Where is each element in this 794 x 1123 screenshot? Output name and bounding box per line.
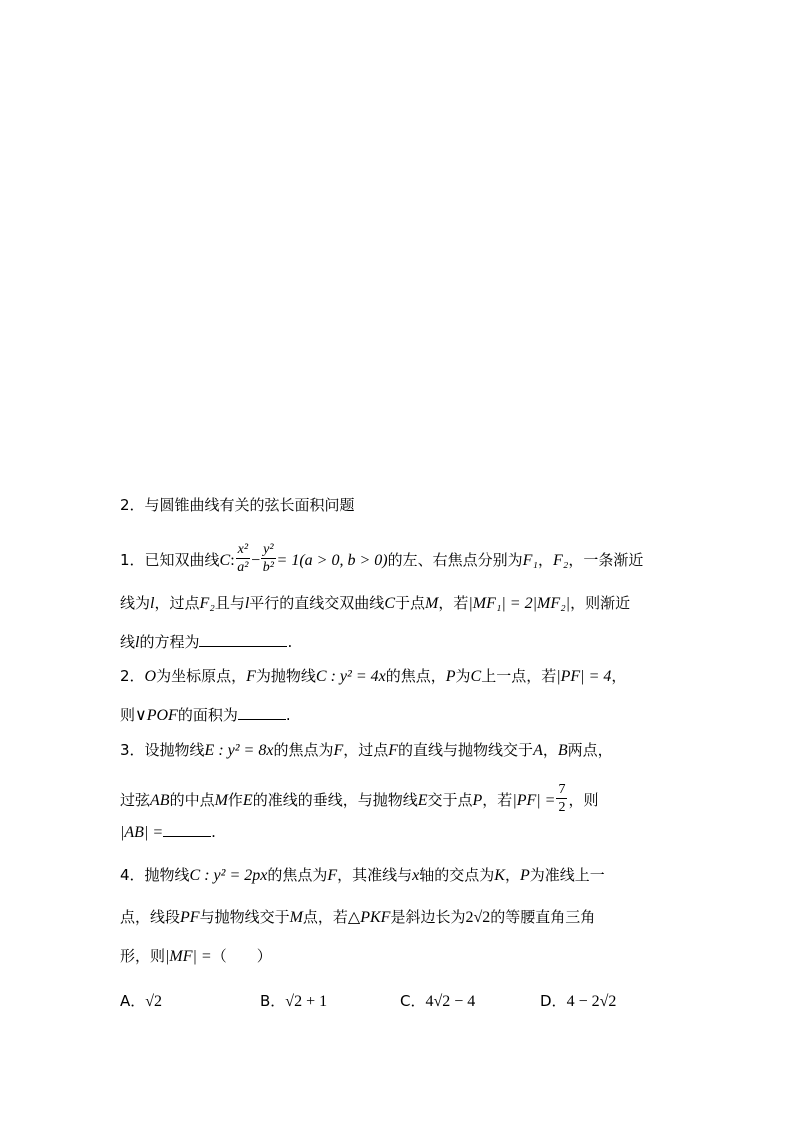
q3-ab: AB	[150, 792, 170, 809]
q2-curve: C : y² = 4x	[315, 668, 386, 685]
q3-l2-g: ，则	[568, 791, 599, 809]
q1-minus: −	[251, 552, 261, 569]
q1-comma: ，	[537, 551, 553, 569]
q3-curve: E : y² = 8x	[204, 742, 274, 759]
section-title	[120, 495, 355, 515]
q1-f1: F₁	[522, 552, 538, 569]
q2-l2-end: .	[285, 706, 291, 724]
question-4-line-2	[120, 907, 595, 928]
q4-g: 为准线上一	[529, 866, 605, 884]
question-3-line-1	[120, 740, 613, 761]
option-b[interactable]	[260, 990, 327, 1011]
q1-frac1-num: x²	[237, 542, 249, 557]
question-4-line-1	[120, 865, 605, 886]
q3-g: 两点，	[567, 741, 613, 759]
q3-f: F	[333, 742, 344, 759]
q4-l3-a: 形，则	[120, 947, 166, 965]
q1-tail: ，一条渐近	[568, 551, 644, 569]
q2-c: 为抛物线	[255, 667, 316, 685]
q1-frac2-num: y²	[263, 542, 274, 557]
q2-triangle: ∨POF	[135, 707, 178, 724]
q3-a: 3．设抛物线	[120, 741, 205, 759]
q4-triangle: △PKF	[347, 909, 391, 926]
q3-b: 的焦点为	[273, 741, 334, 759]
q1-l3-b: 的方程为	[139, 633, 200, 651]
q4-l3-b: （ ）	[211, 947, 272, 965]
q4-length: 2√2	[465, 909, 491, 926]
option-d-label: D．	[540, 992, 567, 1010]
option-a-value: √2	[145, 993, 163, 1010]
q3-d: 的直线与抛物线交于	[398, 741, 534, 759]
question-2-line-2	[120, 705, 291, 726]
option-d[interactable]	[540, 990, 616, 1011]
q1-colon: :	[230, 552, 235, 569]
q4-l2-d: 是斜边长为	[390, 908, 466, 926]
q4-l2-c: 点，若	[302, 908, 348, 926]
q4-e: ，	[504, 866, 520, 884]
q4-b: 的焦点为	[267, 866, 328, 884]
q3-frac-den: 2	[558, 800, 566, 815]
q2-h: ，	[611, 667, 627, 685]
q1-m: M	[425, 595, 439, 612]
q4-l2-b: 与抛物线交于	[199, 908, 290, 926]
q2-o: O	[144, 668, 157, 685]
q2-answer-blank[interactable]	[238, 705, 286, 720]
q3-e3: E	[417, 792, 428, 809]
q2-f: F	[246, 668, 256, 685]
q3-m: M	[214, 792, 228, 809]
option-c-label: C．	[400, 992, 426, 1010]
q1-curve-c: C	[219, 552, 231, 569]
q1-after: 的左、右焦点分别为	[387, 551, 523, 569]
q3-l2-b: 的中点	[169, 791, 215, 809]
question-1-line-3	[120, 632, 292, 653]
q4-x: x	[412, 867, 420, 884]
q1-l2-e: 于点	[394, 594, 425, 612]
q3-e: ，	[542, 741, 558, 759]
q3-c: ，过点	[343, 741, 389, 759]
q1-l2-c: 且与	[214, 594, 245, 612]
q1-answer-blank[interactable]	[199, 632, 287, 647]
q1-l2-f: ，若	[438, 594, 469, 612]
q1-l2-d: 平行的直线交双曲线	[249, 594, 385, 612]
option-d-value: 4 − 2√2	[566, 993, 617, 1010]
q1-l3-end: .	[287, 633, 293, 651]
option-a-label: A．	[120, 992, 146, 1010]
question-3-line-2	[120, 783, 598, 818]
q4-f: F	[327, 867, 338, 884]
q4-mf: |MF| =	[165, 948, 212, 965]
q4-p: P	[519, 867, 530, 884]
q3-l2-f: ，若	[482, 791, 513, 809]
q2-a: 2．	[120, 667, 145, 685]
q3-pb: B	[557, 742, 568, 759]
q1-fraction-y	[261, 541, 275, 576]
q3-frac-num: 7	[558, 782, 566, 797]
q2-e: 为	[455, 667, 471, 685]
q2-d: 的焦点，	[385, 667, 446, 685]
q3-fraction	[556, 781, 567, 816]
q1-prefix: 1．已知双曲线	[120, 551, 220, 569]
q1-l2-g: ，则渐近	[570, 594, 631, 612]
q1-l2-a: 线为	[120, 594, 151, 612]
q2-p: P	[445, 668, 456, 685]
section-title-text: 2．与圆锥曲线有关的弦长面积问题	[120, 496, 355, 514]
q4-l2-e: 的等腰直角三角	[490, 908, 596, 926]
q3-p: P	[472, 792, 483, 809]
q3-l2-d: 的准线的垂线，与抛物线	[252, 791, 418, 809]
option-c-value: 4√2 − 4	[425, 993, 476, 1010]
q3-ab-length: |AB| =	[120, 824, 164, 841]
q3-l2-e: 交于点	[427, 791, 473, 809]
q1-l3: l	[135, 634, 140, 651]
q1-f2b: F₂	[199, 595, 215, 612]
q2-b: 为坐标原点，	[156, 667, 247, 685]
q3-answer-blank[interactable]	[163, 822, 211, 837]
option-b-label: B．	[260, 992, 286, 1010]
q1-frac2-den: b²	[262, 560, 274, 575]
q1-f2: F₂	[552, 552, 569, 569]
q2-c2: C	[470, 668, 482, 685]
option-a[interactable]	[120, 990, 162, 1011]
q3-l2-c: 作	[227, 791, 243, 809]
q2-l2-a: 则	[120, 706, 136, 724]
question-3-line-3	[120, 822, 216, 843]
question-2-line-1	[120, 666, 626, 687]
q1-frac1-den: a²	[237, 560, 249, 575]
q1-condition: |MF₁| = 2|MF₂|	[468, 595, 571, 612]
question-1-line-1	[120, 543, 643, 578]
q1-l: l	[150, 595, 155, 612]
q1-rhs: = 1(a > 0, b > 0)	[276, 552, 388, 569]
q1-l2-b: ，过点	[154, 594, 200, 612]
q3-l2-a: 过弦	[120, 791, 151, 809]
q3-pf: |PF| =	[512, 792, 556, 809]
q4-m: M	[289, 909, 303, 926]
q4-options	[120, 990, 680, 1012]
q3-l3-end: .	[211, 823, 216, 841]
q4-curve: C : y² = 2px	[189, 867, 268, 884]
q3-f2: F	[388, 742, 399, 759]
q1-fraction-x	[236, 541, 250, 576]
q1-l3-a: 线	[120, 633, 136, 651]
question-1-line-2	[120, 593, 630, 614]
q2-condition: |PF| = 4	[556, 668, 612, 685]
q4-a: 4．抛物线	[120, 866, 190, 884]
q3-pa: A	[533, 742, 543, 759]
q2-l2-b: 的面积为	[177, 706, 238, 724]
q1-c2: C	[384, 595, 395, 612]
q4-l2-a: 点，线段	[120, 908, 181, 926]
q4-d: 轴的交点为	[419, 866, 495, 884]
q4-k: K	[494, 867, 505, 884]
q4-c: ，其准线与	[337, 866, 413, 884]
option-b-value: √2 + 1	[285, 993, 328, 1010]
q3-e2: E	[242, 792, 253, 809]
q1-l2: l	[244, 595, 250, 612]
option-c[interactable]	[400, 990, 475, 1011]
question-4-line-3	[120, 946, 272, 967]
q2-g: 上一点，若	[481, 667, 557, 685]
q4-pf: PF	[180, 909, 200, 926]
